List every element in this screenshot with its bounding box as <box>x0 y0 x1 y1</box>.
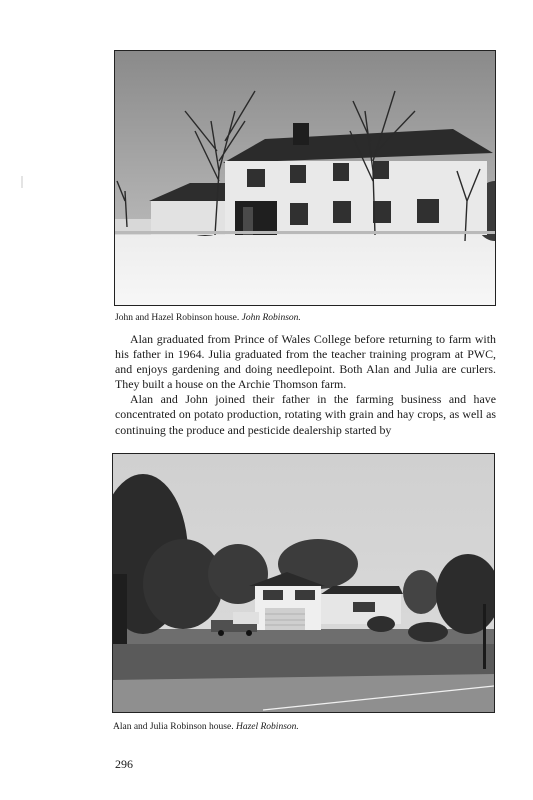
photo-caption-1 <box>115 312 301 324</box>
page-number: 296 <box>115 757 133 771</box>
photo-caption-2 <box>113 721 299 733</box>
photo-winter-house-image <box>115 51 495 305</box>
caption-text: Alan and Julia Robinson house. <box>113 722 236 732</box>
photo-john-hazel-house <box>114 50 496 306</box>
photo-summer-house-image <box>113 454 494 712</box>
caption-credit: Hazel Robinson. <box>235 722 299 732</box>
paragraph: Alan graduated from Prince of Wales College before returning to farm with his father in 1964. Julia graduated from the teacher training program at PWC, and enjoys gardening and doing needlepoint. Both Alan and Julia are curlers. They built a house on the Archie Thomson farm. <box>115 332 496 392</box>
paragraph: Alan and John joined their father in the farming business and have concentrated on potato production, rotating with grain and hay crops, as well as continuing the produce and pesticide dealership started by <box>115 392 496 437</box>
body-text <box>115 332 496 438</box>
caption-credit: John Robinson. <box>241 313 301 323</box>
photo-alan-julia-house <box>112 453 495 713</box>
scan-edge-mark <box>21 176 23 188</box>
caption-text: John and Hazel Robinson house. <box>115 313 242 323</box>
